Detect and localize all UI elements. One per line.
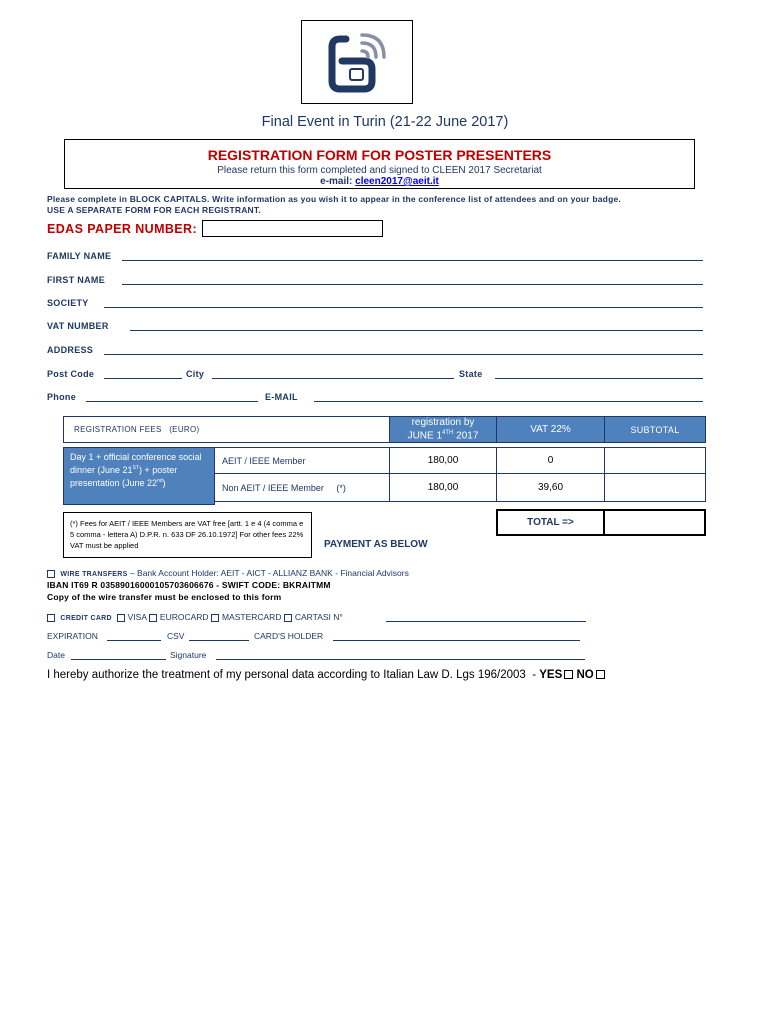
csv-label: CSV bbox=[167, 631, 185, 641]
visa-label: VISA bbox=[127, 612, 147, 622]
privacy-consent: I hereby authorize the treatment of my personal data according to Italian Law D. Lgs 196/2003 - YES NO bbox=[47, 669, 605, 681]
eurocard-checkbox[interactable] bbox=[149, 614, 157, 622]
registration-header-line2: JUNE $1^{4TH}$ 2017 bbox=[407, 430, 479, 442]
state-field[interactable] bbox=[495, 378, 703, 379]
address-field[interactable] bbox=[104, 354, 703, 355]
family-name-label: FAMILY NAME bbox=[47, 251, 112, 261]
instructions-line-1: Please complete in BLOCK CAPITALS. Write information as you wish it to appear in the conference list of attendees and on your badge. bbox=[47, 194, 621, 204]
fee-row-subtotal-input[interactable] bbox=[604, 447, 706, 474]
subtotal-header: SUBTOTAL bbox=[604, 416, 706, 443]
eurocard-label: EUROCARD bbox=[159, 612, 209, 622]
fee-row-subtotal-input[interactable] bbox=[604, 473, 706, 502]
vat-header: VAT 22% bbox=[496, 416, 605, 443]
form-subtitle: Please return this form completed and signed to CLEEN 2017 Secretariat bbox=[217, 165, 542, 176]
mastercard-label: MASTERCARD bbox=[221, 612, 282, 622]
form-title: REGISTRATION FORM FOR POSTER PRESENTERS bbox=[207, 147, 552, 163]
card-holder-field[interactable] bbox=[333, 640, 580, 641]
wire-transfer-line bbox=[47, 568, 409, 578]
vat-number-label: VAT NUMBER bbox=[47, 321, 109, 331]
mastercard-checkbox[interactable] bbox=[211, 614, 219, 622]
fees-label: REGISTRATION FEES bbox=[74, 425, 162, 434]
consent-no-label: NO bbox=[576, 669, 594, 681]
card-number-field[interactable] bbox=[386, 621, 586, 622]
payment-heading: PAYMENT AS BELOW bbox=[324, 539, 428, 550]
iban-line: IBAN IT69 R 03589016000105703606676 - SWIFT CODE: BKRAITMM bbox=[47, 580, 331, 590]
email-link[interactable]: cleen2017@aeit.it bbox=[355, 176, 439, 187]
email-field-label: E-MAIL bbox=[265, 392, 298, 402]
fee-row-amount: 180,00 bbox=[389, 447, 497, 474]
credit-card-label: CREDIT CARD bbox=[60, 615, 112, 622]
expiration-label: EXPIRATION bbox=[47, 631, 98, 641]
email-field[interactable] bbox=[314, 401, 703, 402]
registration-deadline-header bbox=[389, 416, 497, 443]
registration-header-sup: 4TH bbox=[442, 430, 454, 437]
post-code-field[interactable] bbox=[104, 378, 182, 379]
consent-text: I hereby authorize the treatment of my personal data according to Italian Law D. Lgs 196/2003 bbox=[47, 669, 526, 681]
cleen-logo-icon bbox=[302, 21, 412, 103]
vat-number-field[interactable] bbox=[130, 330, 703, 331]
expiration-field[interactable] bbox=[107, 640, 161, 641]
total-input[interactable] bbox=[603, 509, 706, 536]
contact-email bbox=[65, 176, 694, 187]
phone-label: Phone bbox=[47, 392, 77, 402]
society-label: SOCIETY bbox=[47, 298, 89, 308]
card-holder-label: CARD'S HOLDER bbox=[254, 631, 324, 641]
city-label: City bbox=[186, 369, 205, 379]
post-code-label: Post Code bbox=[47, 369, 95, 379]
signature-label: Signature bbox=[170, 650, 207, 660]
csv-field[interactable] bbox=[189, 640, 249, 641]
event-title: Final Event in Turin (21-22 June 2017) bbox=[261, 114, 509, 130]
registration-category-cell: Day 1 + official conference social dinner (June 21ST) + poster presentation (June 22nd) bbox=[63, 447, 215, 505]
cartasi-checkbox[interactable] bbox=[284, 614, 292, 622]
fees-header-cell bbox=[63, 416, 390, 443]
phone-field[interactable] bbox=[86, 401, 258, 402]
fee-row-type: AEIT / IEEE Member bbox=[214, 447, 390, 474]
wire-copy-note: Copy of the wire transfer must be enclosed to this form bbox=[47, 592, 282, 602]
fee-row-vat: 39,60 bbox=[496, 473, 605, 502]
registration-header-line1: registration by bbox=[411, 417, 475, 429]
date-label: Date bbox=[47, 650, 65, 660]
signature-field[interactable] bbox=[216, 659, 585, 660]
visa-checkbox[interactable] bbox=[117, 614, 125, 622]
first-name-label: FIRST NAME bbox=[47, 275, 105, 285]
consent-no-checkbox[interactable] bbox=[596, 670, 605, 679]
cartasi-label: CARTASI N° bbox=[294, 612, 343, 622]
consent-yes-label: YES bbox=[539, 669, 563, 681]
address-label: ADDRESS bbox=[47, 345, 94, 355]
wire-transfer-text: – Bank Account Holder: AEIT - AICT - ALLIANZ BANK - Financial Advisors bbox=[127, 568, 409, 578]
date-field[interactable] bbox=[71, 659, 166, 660]
vat-exemption-note: (*) Fees for AEIT / IEEE Members are VAT free [artt. 1 e 4 (4 comma e 5 comma - lettera A) D.P.R. n. 633 DF 26.10.1972] For other fees 22% VAT must be applied bbox=[63, 512, 312, 558]
instructions-line-2: USE A SEPARATE FORM FOR EACH REGISTRANT. bbox=[47, 205, 261, 215]
logo-box bbox=[301, 20, 413, 104]
total-label: TOTAL => bbox=[496, 509, 605, 536]
email-label: e-mail: bbox=[320, 176, 356, 187]
city-field[interactable] bbox=[212, 378, 454, 379]
wire-transfer-checkbox[interactable] bbox=[47, 570, 55, 578]
vat-note-marker: (*) bbox=[336, 482, 346, 493]
family-name-field[interactable] bbox=[122, 260, 703, 261]
state-label: State bbox=[459, 369, 483, 379]
credit-card-line bbox=[47, 612, 343, 622]
wire-transfer-label: WIRE TRANSFERS bbox=[60, 571, 128, 578]
edas-paper-number-input[interactable] bbox=[202, 220, 383, 237]
fee-row-amount: 180,00 bbox=[389, 473, 497, 502]
fee-row-type: Non AEIT / IEEE Member (*) bbox=[214, 473, 390, 502]
fee-row-vat: 0 bbox=[496, 447, 605, 474]
consent-yes-checkbox[interactable] bbox=[564, 670, 573, 679]
credit-card-checkbox[interactable] bbox=[47, 614, 55, 622]
society-field[interactable] bbox=[104, 307, 703, 308]
first-name-field[interactable] bbox=[122, 284, 703, 285]
edas-label: EDAS PAPER NUMBER: bbox=[47, 222, 198, 236]
form-header bbox=[64, 139, 695, 189]
fees-currency: (EURO) bbox=[169, 425, 200, 434]
